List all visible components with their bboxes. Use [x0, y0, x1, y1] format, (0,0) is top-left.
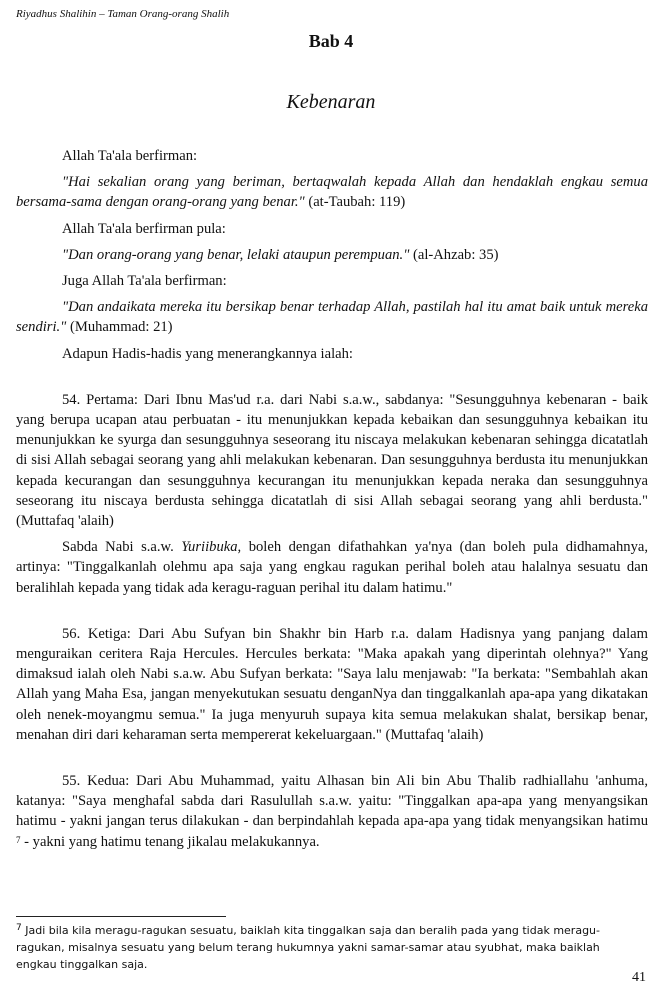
chapter-number: Bab 4 [308, 31, 354, 51]
footnote-divider [16, 916, 226, 917]
running-header: Riyadhus Shalihin – Taman Orang-orang Shalih [16, 8, 230, 20]
intro-lead-2: Allah Ta'ala berfirman pula: [62, 220, 226, 237]
hadith-56: 56. Ketiga: Dari Abu Sufyan bin Shakhr bin Harb r.a. dalam Hadisnya yang panjang dalam menguraikan ceritera Raja Hercules. Hercules berkata: "Maka apakah yang diperintah olehnya?" Yang dimaksud ialah oleh Nabi s.a.w. Abu Sufyan berkata: "Saya lalu menjawab: "Ia berkata: "Sembahlah akan Allah yang Maha Esa, jangan menyekutukan sesuatu denganNya dan tinggalkanlah apa-apa yang dikatakan oleh nenek-moyangmu semua." Ia juga menyuruh supaya kita semua melakukan shalat, bersikap benar, menahan diri dari keharaman serta mempererat kekeluargaan." (Muttafaq 'alaih) [16, 625, 648, 743]
quote-text: "Hai sekalian orang yang beriman, bertaqwalah kepada Allah dan hendaklah engkau semua bersama-sama dengan orang-orang yang benar." [16, 174, 648, 211]
quran-quote-1 [16, 172, 648, 212]
quote-text: "Dan orang-orang yang benar, lelaki ataupun perempuan." [62, 246, 410, 263]
footnote-number: 7 [16, 923, 22, 933]
quran-quote-2 [16, 245, 648, 265]
quran-quote-3 [16, 297, 648, 337]
hadith-54-note [16, 537, 648, 598]
intro-lead-1: Allah Ta'ala berfirman: [62, 148, 198, 164]
note-text: Sabda Nabi s.a.w. [62, 539, 182, 556]
hadith-text: - yakni yang hatimu tenang jikalau melakukannya. [20, 833, 320, 850]
hadith-55 [16, 771, 648, 852]
quote-ref: (Muhammad: 21) [69, 319, 173, 336]
chapter-title: Kebenaran [286, 91, 376, 113]
hadith-54: 54. Pertama: Dari Ibnu Mas'ud r.a. dari Nabi s.a.w., sabdanya: "Sesungguhnya kebenaran - baik yang berupa ucapan atau perbuatan - itu menunjukkan kepada kebaikan dan sesungguhnya kebaikan itu menunjukkan ke syurga dan sesungguhnya seseorang itu niscaya melakukan kebenaran sehingga dicatatlah di sisi Allah sebagai seorang yang ahli melakukan kebenaran. Dan sesungguhnya berdusta itu menunjukkan kepada kecurangan dan sesungguhnya kecurangan itu menunjukkan kepada neraka dan sesungguhnya seseorang itu niscaya berdusta sehingga dicatatlah di sisi Allah sebagai seorang yang ahli berdusta." (Muttafaq 'alaih) [16, 391, 648, 530]
note-text: boleh dengan difathahkan ya'nya (dan boleh pula didhamahnya, artinya: "Tinggalkanlah olehmu apa saja yang engkau ragukan perihal boleh atau halalnya sesuatu dan beralihlah kepada yang tidak ada keragu-raguan perihal itu dalam hatimu." [16, 539, 648, 596]
body-text [16, 146, 648, 858]
quote-text: "Dan andaikata mereka itu bersikap benar terhadap Allah, pastilah hal itu amat baik untuk mereka sendiri." [16, 299, 648, 336]
intro-lead-3: Juga Allah Ta'ala berfirman: [62, 273, 227, 290]
quote-ref: (al-Ahzab: 35) [413, 246, 499, 263]
note-term: Yuriibuka, [181, 539, 242, 556]
footnote [16, 922, 626, 973]
page-number: 41 [632, 970, 646, 985]
hadith-text: 55. Kedua: Dari Abu Muhammad, yaitu Alhasan bin Ali bin Abu Thalib radhiallahu 'anhuma, katanya: "Saya menghafal sabda dari Rasulullah s.a.w. yaitu: "Tinggalkan apa-apa yang menyangsikan hatimu - yakni jangan terus dilakukan - dan berpindahlah kepada apa-apa yang tidak menyangsikan hatimu [16, 773, 648, 830]
footnote-marker[interactable]: 7 [16, 834, 21, 845]
quote-ref: (at-Taubah: 119) [308, 194, 406, 211]
footnote-text: Jadi bila kila meragu-ragukan sesuatu, baiklah kita tinggalkan saja dan beralih pada yang tidak meragu-ragukan, misalnya sesuatu yang belum terang hukumnya yakni samar-samar atau syubhat, maka baiklah engkau tinggalkan saja. [16, 924, 600, 971]
intro-lead-4: Adapun Hadis-hadis yang menerangkannya ialah: [62, 345, 353, 362]
